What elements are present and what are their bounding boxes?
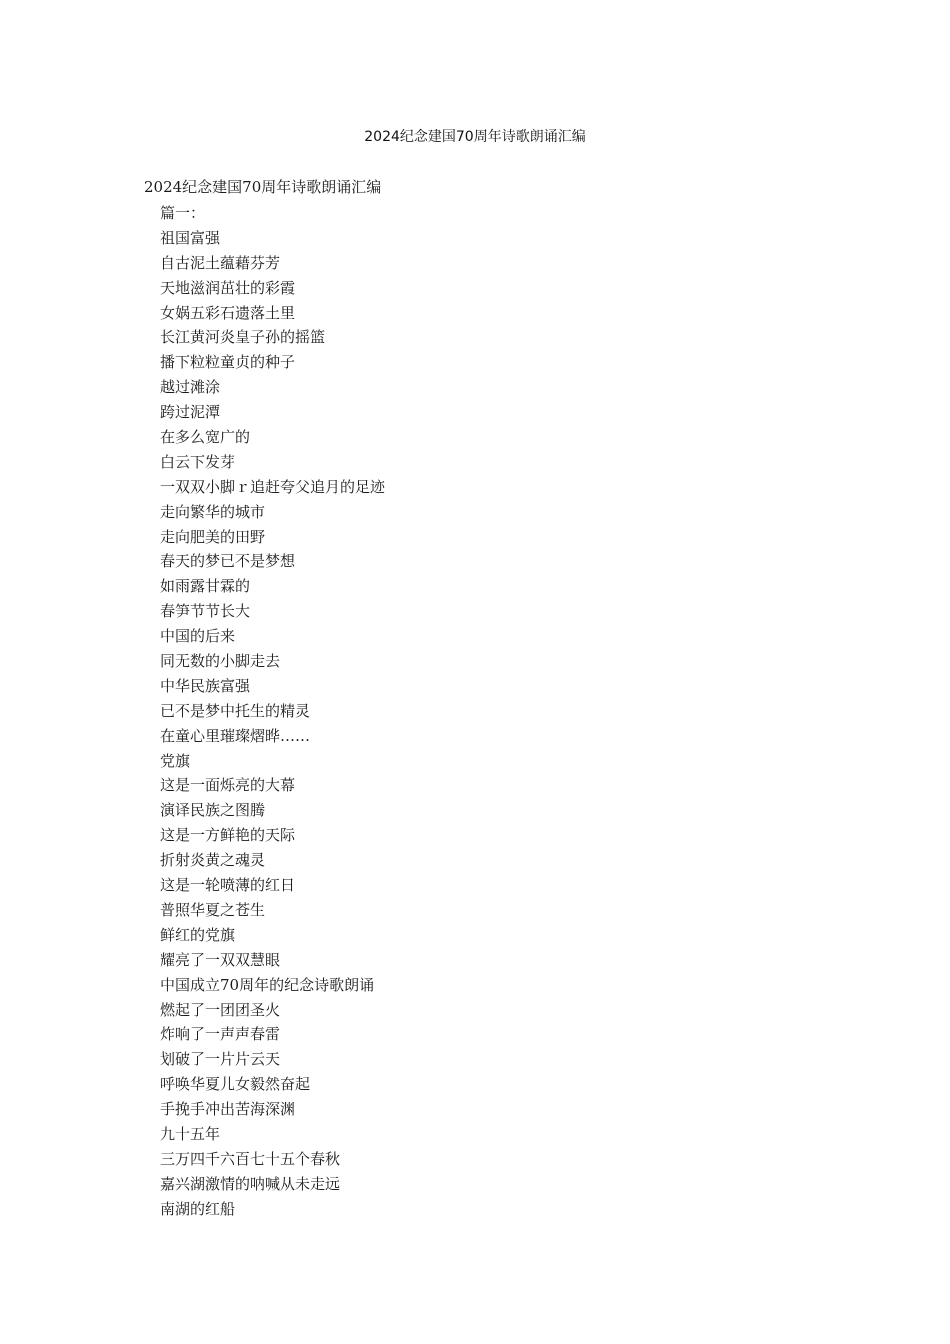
- poem-line: 鲜红的党旗: [160, 925, 236, 944]
- poem-line: 演译民族之图腾: [160, 801, 266, 820]
- poem-line: 中国的后来: [160, 627, 236, 646]
- poem-line: 自古泥土蕴藉芬芳: [160, 253, 281, 272]
- poem-line: 女娲五彩石遗落土里: [160, 303, 296, 322]
- poem-line: 天地滋润茁壮的彩霞: [160, 278, 296, 297]
- poem-line: 祖国富强: [160, 228, 221, 247]
- poem-line: 手挽手冲出苦海深渊: [160, 1100, 296, 1119]
- poem-line: 在童心里璀璨熠晔……: [160, 726, 311, 745]
- poem-line: 党旗: [160, 751, 191, 770]
- document-title: 2024纪念建国70周年诗歌朗诵汇编: [144, 178, 382, 196]
- poem-line: 同无数的小脚走去: [160, 652, 281, 671]
- poem-line: 中国成立70周年的纪念诗歌朗诵: [160, 975, 375, 994]
- poem-line: 长江黄河炎皇子孙的摇篮: [160, 328, 326, 347]
- poem-line: 播下粒粒童贞的种子: [160, 353, 296, 372]
- poem-body: [160, 201, 385, 1222]
- poem-line: 跨过泥潭: [160, 403, 221, 422]
- poem-line: 如雨露甘霖的: [160, 577, 251, 596]
- poem-line: 春笋节节长大: [160, 602, 251, 621]
- poem-line: 已不是梦中托生的精灵: [160, 701, 311, 720]
- poem-line: 三万四千六百七十五个春秋: [160, 1149, 341, 1168]
- poem-line: 呼唤华夏儿女毅然奋起: [160, 1075, 311, 1094]
- poem-line: 九十五年: [160, 1124, 221, 1143]
- poem-line: 嘉兴湖激情的呐喊从未走远: [160, 1174, 341, 1193]
- poem-line: 在多么宽广的: [160, 428, 251, 447]
- poem-line: 篇一：: [160, 204, 206, 222]
- poem-line: 中华民族富强: [160, 676, 251, 695]
- poem-line: 走向肥美的田野: [160, 527, 266, 546]
- poem-line: 白云下发芽: [160, 452, 236, 471]
- poem-line: 燃起了一团团圣火: [160, 1000, 281, 1019]
- poem-line: 炸响了一声声春雷: [160, 1025, 281, 1044]
- poem-line: 走向繁华的城市: [160, 502, 266, 521]
- poem-line: 普照华夏之苍生: [160, 900, 266, 919]
- poem-line: 春天的梦已不是梦想: [160, 552, 296, 571]
- poem-line: 这是一轮喷薄的红日: [160, 876, 296, 895]
- page-header-title: 2024纪念建国70周年诗歌朗诵汇编: [364, 129, 586, 145]
- poem-line: 这是一面烁亮的大幕: [160, 776, 296, 795]
- poem-line: 这是一方鲜艳的天际: [160, 826, 296, 845]
- poem-line: 一双双小脚ｒ追赶夸父追月的足迹: [160, 477, 386, 496]
- poem-line: 划破了一片片云天: [160, 1050, 281, 1069]
- poem-line: 越过滩涂: [160, 378, 221, 397]
- poem-line: 折射炎黄之魂灵: [160, 851, 266, 870]
- poem-line: 南湖的红船: [160, 1199, 236, 1218]
- poem-line: 耀亮了一双双慧眼: [160, 950, 281, 969]
